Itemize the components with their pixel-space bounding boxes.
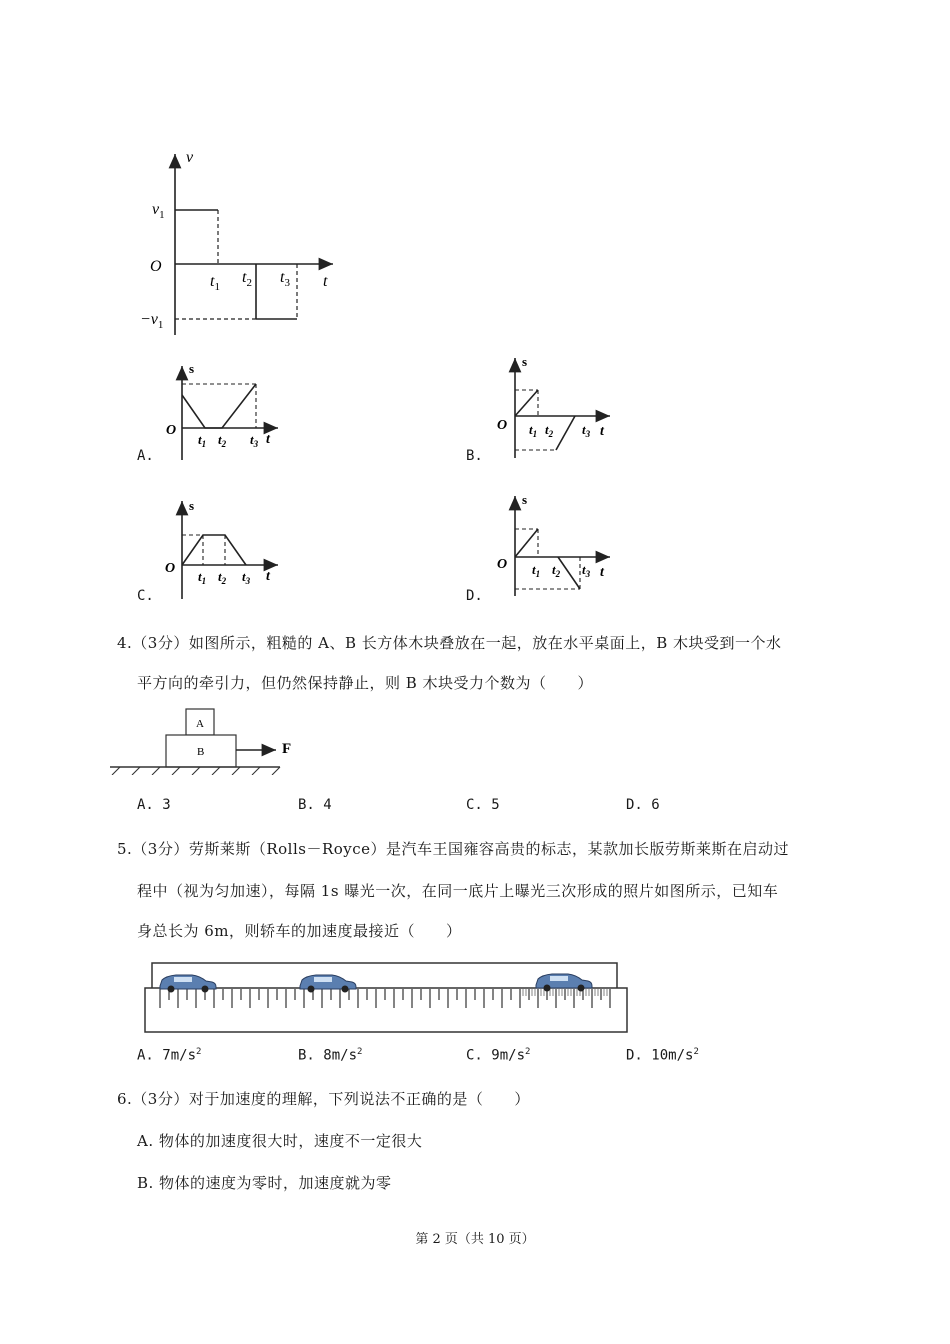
q5-option-b[interactable]: B. $8m/s^2$ (298, 1047, 363, 1064)
svg-text:t2: $t_2$ (218, 569, 227, 586)
s-axis-label: s (189, 498, 195, 513)
t-axis-label: t (266, 432, 270, 447)
q5-option-a[interactable]: A. $7m/s^2$ (137, 1047, 202, 1064)
origin-label: O (497, 418, 508, 433)
origin-label: O (497, 557, 508, 572)
q5-stem-line1: 5.（3分）劳斯莱斯（Rolls－Royce）是汽车王国雍容高贵的标志，某款加长版劳斯莱斯在启动过 (117, 840, 790, 858)
t2-label: $t_2$ (242, 269, 252, 289)
svg-text:t1: $t_1$ (529, 422, 538, 439)
t-axis-label: t (600, 424, 604, 439)
v1-label: $v_1$ (152, 201, 165, 221)
option-b-graph (492, 352, 622, 464)
q5-option-d[interactable]: D. $10m/s^2$ (626, 1047, 699, 1064)
option-a-label[interactable]: A. (137, 448, 154, 464)
block-a-label: A (196, 718, 204, 730)
q6-option-a[interactable]: A. 物体的加速度很大时，速度不一定很大 (137, 1132, 423, 1150)
svg-text:t3: $t_3$ (242, 569, 251, 586)
t-axis-label: t (266, 569, 270, 584)
q4-option-c[interactable]: C. 5 (466, 797, 500, 813)
origin-label: O (150, 258, 162, 275)
svg-text:t3: $t_3$ (582, 562, 591, 579)
q5-stem-line2: 程中（视为匀加速），每隔 1s 曝光一次，在同一底片上曝光三次形成的照片如图所示，已知车 (137, 882, 779, 900)
svg-text:t3: $t_3$ (582, 422, 591, 439)
option-b-label[interactable]: B. (466, 448, 483, 464)
q5-stem-line3: 身总长为 6m，则轿车的加速度最接近（ ） (137, 922, 462, 940)
svg-text:t1: $t_1$ (198, 569, 207, 586)
origin-label: O (165, 561, 176, 576)
svg-text:t1: $t_1$ (532, 562, 541, 579)
q6-stem: 6.（3分）对于加速度的理解，下列说法不正确的是（ ） (117, 1090, 530, 1108)
svg-text:t2: $t_2$ (552, 562, 561, 579)
t3-label: $t_3$ (280, 269, 290, 289)
s-axis-label: s (522, 492, 528, 507)
blocks-diagram (110, 705, 310, 775)
q5-option-c[interactable]: C. $9m/s^2$ (466, 1047, 531, 1064)
force-label: F (282, 741, 292, 757)
velocity-time-graph (130, 140, 350, 340)
option-a-graph (160, 360, 290, 465)
t-axis-label: t (600, 565, 604, 580)
option-d-label[interactable]: D. (466, 588, 483, 604)
q4-option-a[interactable]: A. 3 (137, 797, 171, 813)
s-axis-label: s (189, 361, 195, 376)
q6-option-b[interactable]: B. 物体的速度为零时，加速度就为零 (137, 1174, 392, 1192)
option-c-graph (160, 495, 290, 603)
q4-option-d[interactable]: D. 6 (626, 797, 660, 813)
car-ruler-photo (140, 958, 635, 1036)
svg-text:t1: $t_1$ (198, 432, 207, 449)
option-c-label[interactable]: C. (137, 588, 154, 604)
t-axis-label: t (323, 273, 328, 290)
neg-v1-label: $-v_1$ (140, 311, 164, 331)
svg-text:t3: $t_3$ (250, 432, 259, 449)
svg-text:t2: $t_2$ (218, 432, 227, 449)
svg-text:t2: $t_2$ (545, 422, 554, 439)
q4-stem-line1: 4.（3分）如图所示，粗糙的 A、B 长方体木块叠放在一起，放在水平桌面上，B 木块受到一个水 (117, 634, 782, 652)
option-d-graph (492, 490, 622, 602)
v-axis-label: v (186, 149, 194, 166)
q4-stem-line2: 平方向的牵引力，但仍然保持静止，则 B 木块受力个数为（ ） (137, 674, 594, 692)
q4-option-b[interactable]: B. 4 (298, 797, 332, 813)
t1-label: $t_1$ (210, 273, 220, 293)
s-axis-label: s (522, 354, 528, 369)
origin-label: O (166, 423, 177, 438)
page-footer: 第 2 页（共 10 页） (415, 1232, 535, 1247)
block-b-label: B (197, 746, 205, 758)
